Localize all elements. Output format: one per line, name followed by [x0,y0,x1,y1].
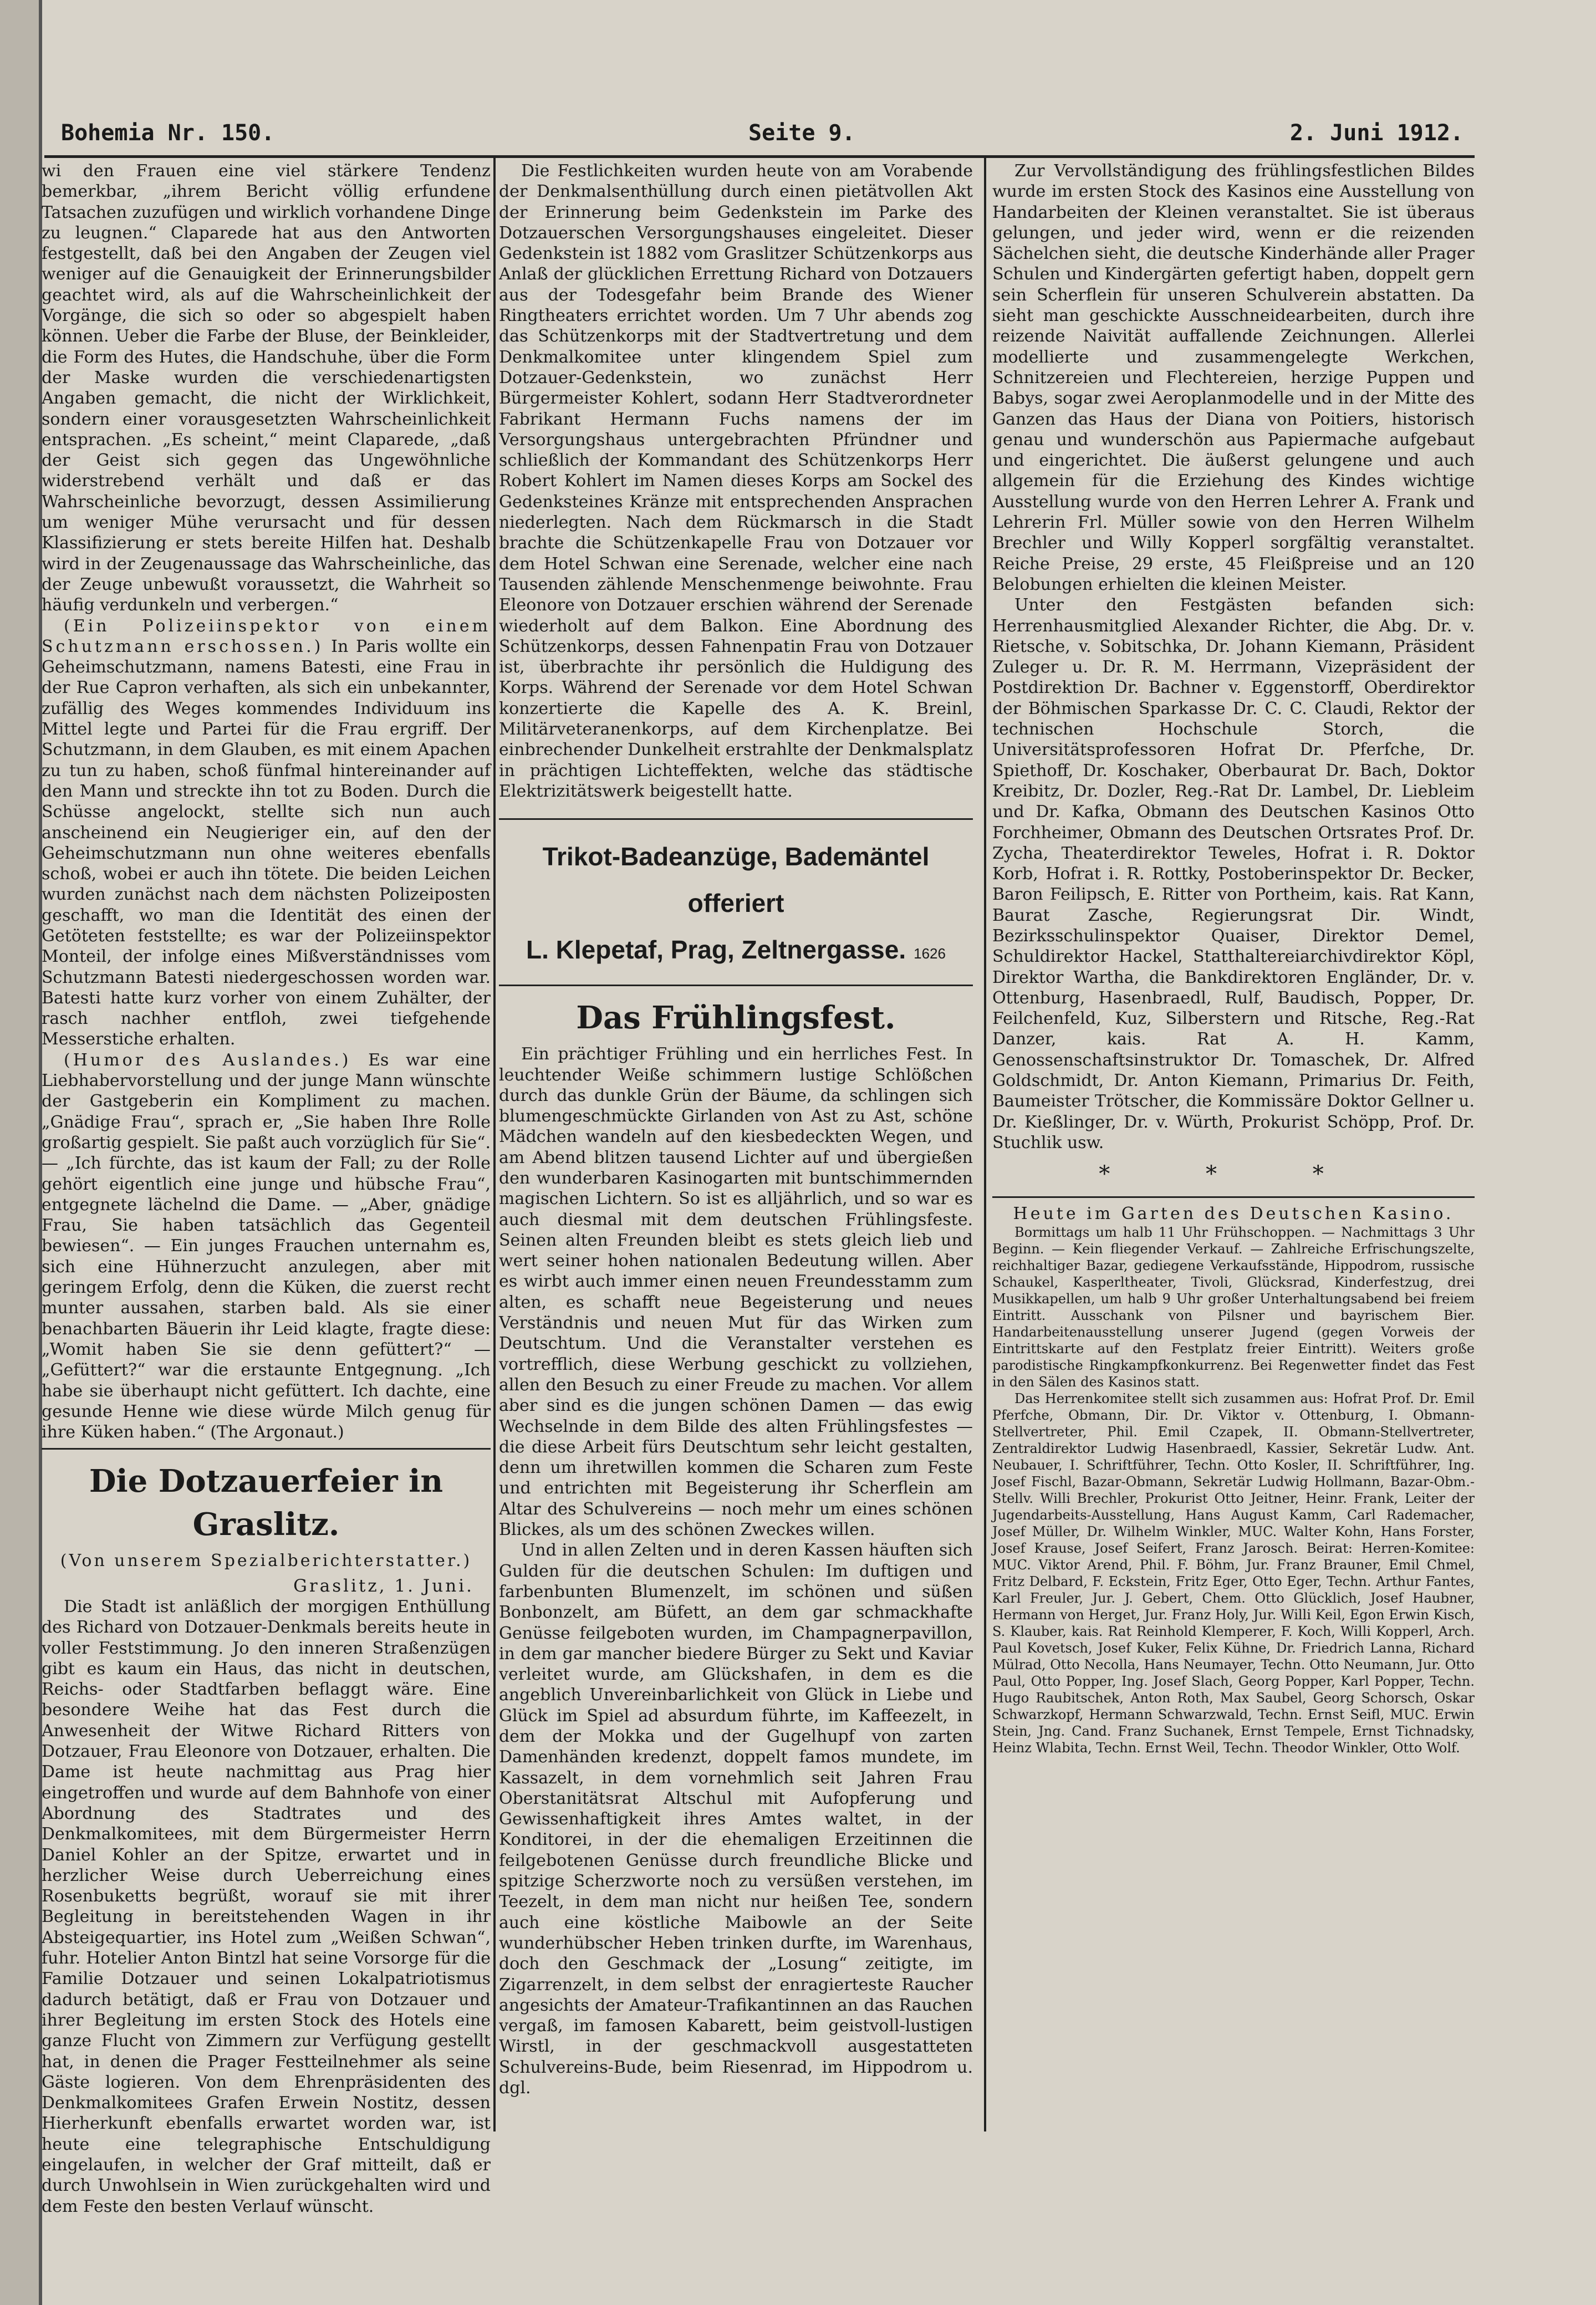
page-number: Seite 9. [748,120,855,146]
paper-title: Bohemia Nr. 150. [61,120,275,146]
advertisement [499,833,973,977]
spring-festival-text-2: Und in allen Zelten und in deren Kassen häuften sich Gulden für die deutschen Schulen: Im duftigen und farbenbunten Blumenzelt, im schönen und süßen Bonbonzelt, am Büfett, an dem gar schmackhafte Genüsse feilgeboten wurden, im Champagnerpavillon, in dem gar mancher biedere Bürger zu Sekt und Kaviar verleitet wurde, am Glückshafen, in dem es die angeblich Unvereinbarlichkeit von Glück in Liebe und Glück im Spiel ad absurdum führte, im Kaffeezelt, in dem der Mokka und der Gugelhupf von zarten Damenhänden kredenzt, doppelt famos mundete, im Kassazelt, in dem vornehmlich seit Jahren Frau Oberstanitätsrat Altschul mit Aufopferung und Gewissenhaftigkeit ihres Amtes waltet, in der Konditorei, in der die ehemaligen Erzeitinnen die feilgebotenen Genüsse durch freundliche Blicke und spitzige Scherzworte noch zu versüßen verstehen, im Teezelt, in dem man nicht nur heißen Tee, sondern auch eine köstliche Maibowle an der Seite wunderhübscher Heben trinken durfte, im Warenhaus, doch den Geschmack der „Losung“ zeitigte, im Zigarrenzelt, in dem selbst der enragierteste Raucher angesichts der Amateur-Trafikantinnen an das Rauchen vergaß, im famosen Kabarett, beim geistvoll-lustigen Wirstl, in der geschmackvoll ausgestatteten Schulvereins-Bude, beim Riesenrad, im Hippodrom u. dgl. [499,1541,973,2098]
graslitz-text: Die Stadt ist anläßlich der morgigen Enthüllung des Richard von Dotzauer-Denkmals bereits heute in voller Feststimmung. Jo den inneren Straßenzügen gibt es kaum ein Haus, das nicht in deutschen, Reichs- oder Stadtfarben beflaggt wäre. Eine besondere Weihe hat das Fest durch die Anwesenheit der Witwe Richard Ritters von Dotzauer, Frau Eleonore von Dotzauer, erhalten. Die Dame ist heute nachmittag aus Prag hier eingetroffen und wurde auf dem Bahnhofe von einer Abordnung des Stadtrates und des Denkmalkomitees, mit dem Bürgermeister Herrn Daniel Kohler an der Spitze, erwartet und in herzlicher Weise durch Ueberreichung eines Rosenbuketts begrüßt, worauf sie mit ihrer Begleitung in bereitstehenden Wagen in ihr Absteigequartier, ins Hotel zum „Weißen Schwan“, fuhr. Hotelier Anton Bintzl hat seine Vorsorge für die Familie Dotzauer und seinen Lokalpatriotismus dadurch betätigt, daß er Frau von Dotzauer und ihrer Begleitung im ersten Stock des Hotels eine ganze Flucht von Zimmern zur Verfügung gestellt hat, in denen die Prager Festteilnehmer als seine Gäste logieren. Von dem Ehrenpräsidenten des Denkmalkomitees Grafen Erwein Nostitz, dessen Hierherkunft ebenfalls erwartet worden war, ist heute eine telegraphische Entschuldigung eingelaufen, in welcher der Graf mitteilt, daß er durch Unwohlsein in Wien zurückgehalten wird und dem Feste den besten Verlauf wünscht. [42,1597,491,2216]
column-rule-2 [984,158,986,2131]
article-divider [42,1448,491,1450]
ad-line-2: L. Klepetaf, Prag, Zeltnergasse. [526,935,906,965]
exhibition-text: Zur Vervollständigung des frühlingsfestlichen Bildes wurde im ersten Stock des Kasinos eine Ausstellung von Handarbeiten der Kleinen veranstaltet. Sie ist überaus gelungen, und jeder wird, wenn er die reizenden Sächelchen sieht, die deutsche Kinderhände aller Prager Schulen und Kindergärten gefertigt haben, doppelt gern sein Scherflein für unseren Schulverein abstatten. Da sieht man geschickte Ausschneidearbeiten, durch ihre reizende Naivität auffallende Zeichnungen. Allerlei modellierte und zusammengelegte Werkchen, Schnitzereien und Flechtereien, herzige Puppen und Babys, sogar zwei Aeroplanmodelle und in der Mitte des Ganzen das Haus der Diana von Poitiers, historisch genau und wunderschön aus Papiermache aufgebaut und eingerichtet. Die äußerst gelungene und auch allgemein für die Erziehung des Kindes wichtige Ausstellung wurde von den Herren Lehrer A. Frank und Lehrerin Frl. Müller sowie von den Herren Wilhelm Brechler und Willy Kopperl sorgfältig veranstaltet. Reiche Preise, 29 erste, 45 Fleißpreise und an 120 Belobungen erhielten die kleinen Meister. [992,161,1475,594]
spring-festival-headline: Das Frühlingsfest. [576,999,896,1037]
notice-rule [992,1196,1475,1198]
notice-heading: Heute im Garten des Deutschen Kasino. [1013,1204,1454,1223]
section-stars: * * * [1099,1161,1368,1187]
committee-text: Das Herrenkomitee stellt sich zusammen aus: Hofrat Prof. Dr. Emil Pferfche, Obmann, Dir. Dr. Viktor v. Ottenburg, I. Obmann-Stellvertreter, Phil. Emil Czapek, II. Obmann-Stellvertreter, Zentraldirektor Ludwig Hasenbraedl, Kassier, Sekretär Ludw. Ant. Neubauer, I. Schriftführer, Techn. Otto Kosler, II. Schriftführer, Ing. Josef Fischl, Bazar-Obmann, Sekretär Ludwig Hollmann, Bazar-Obm.-Stellv. Willi Brechler, Prokurist Otto Jeitner, Heinr. Frank, Leiter der Jugendarbeits-Ausstellung, Hans August Kamm, Carl Rademacher, Josef Müller, Dr. Wilhelm Winkler, MUC. Walter Kohn, Hans Forster, Josef Krause, Josef Seifert, Franz Jarosch. Beirat: Herren-Komitee: MUC. Viktor Arend, Phil. F. Böhm, Jur. Franz Brauner, Emil Chmel, Fritz Delbard, F. Eckstein, Fritz Eger, Otto Eger, Techn. Arthur Fantes, Karl Freuler, Jur. J. Gebert, Chem. Otto Glücklich, Josef Haubner, Hermann von Herget, Jur. Franz Holy, Jur. Willi Keil, Egon Erwin Kisch, S. Klauber, kais. Rat Reinhold Klemperer, F. Koch, Willi Kopperl, Arch. Paul Kovetsch, Josef Kuker, Felix Kühne, Dr. Friedrich Lanna, Richard Mülrad, Otto Necolla, Hans Neumayer, Techn. Otto Neumann, Jur. Otto Paul, Otto Popper, Ing. Josef Slach, Georg Popper, Karl Popper, Techn. Hugo Raubitschek, Anton Roth, Max Saubel, Georg Schorsch, Oskar Schwarzkopf, Hermann Schwarzwald, Techn. Ernst Seifl, MUC. Erwin Stein, Jng. Cand. Franz Suchanek, Ernst Tempele, Ernst Tichnadsky, Heinz Wlabita, Techn. Ernst Weil, Techn. Theodor Winkler, Otto Wolf. [992,1390,1475,1756]
graslitz-headline: Die Dotzauerfeier in Graslitz. [89,1463,443,1543]
guests-text: Unter den Festgästen befanden sich: Herrenhausmitglied Alexander Richter, die Abg. Dr. v. Rietsche, v. Sobitschka, Dr. Johann Kiemann, Präsident Zuleger u. Dr. R. M. Herrmann, Vizepräsident der Postdirektion Dr. Bachner v. Eggenstorff, Oberdirektor der Böhmischen Sparkasse Dr. C. C. Claudi, Rektor der technischen Hochschule Storch, die Universitätsprofessoren Hofrat Dr. Pferfche, Dr. Spiethoff, Dr. Koschaker, Oberbaurat Dr. Bach, Doktor Kreibitz, Dr. Dozler, Reg.-Rat Dr. Lambel, Dr. Liebleim und Dr. Kafka, Obmann des Deutschen Kasinos Otto Forchheimer, Obmann des Deutschen Ortsrates Prof. Dr. Zycha, Theaterdirektor Teweles, Hofrat i. R. Doktor Korb, Hofrat i. R. Rottky, Postoberinspektor Dr. Becker, Baron Feilipsch, E. Ritter von Portheim, kais. Rat Kann, Baurat Zasche, Regierungsrat Dir. Windt, Bezirksschulinspektor Quaiser, Direktor Demel, Schuldirektor Hackel, Statthaltereiarchivdirektor Köpl, Direktor Wartha, die Bankdirektoren Engländer, Dr. v. Ottenburg, Hasenbraedl, Rulf, Baudisch, Popper, Dr. Feilchenfeld, Kuz, Silberstern und Ritsche, Reg.-Rat Danzer, kais. Rat A. H. Kamm, Genossenschaftsinstruktor Dr. Tomaschek, Dr. Alfred Goldschmidt, Dr. Anton Kiemann, Primarius Dr. Feith, Baumeister Trötscher, die Kommissäre Doktor Gellner u. Dr. Kießlinger, Dr. v. Würth, Prokurist Schöpp, Prof. Dr. Stuchlik usw. [992,595,1475,1152]
ceremony-text: Die Festlichkeiten wurden heute von am Vorabende der Denkmalsenthüllung durch einen pietätvollen Akt der Erinnerung beim Gedenkstein im Parke des Dotzauerschen Versorgungshauses eingeleitet. Dieser Gedenkstein ist 1882 vom Graslitzer Schützenkorps aus Anlaß der glücklichen Errettung Richard von Dotzauers aus der Todesgefahr beim Brande des Wiener Ringtheaters errichtet worden. Um 7 Uhr abends zog das Schützenkorps mit der Stadtvertretung und dem Denkmalkomitee unter klingendem Spiel zum Dotzauer-Gedenkstein, wo zunächst Herr Bürgermeister Kohlert, sodann Herr Stadtverordneter Fabrikant Hermann Fuchs namens der im Versorgungshaus untergebrachten Pfründner und schließlich der Kommandant des Schützenkorps Herr Robert Kohlert im Namen dieses Korps am Sockel des Gedenksteines Kränze mit entsprechenden Ansprachen niederlegten. Nach dem Rückmarsch in die Stadt brachte die Schützenkapelle Frau von Dotzauer vor dem Hotel Schwan eine Serenade, welcher eine nach Tausenden zählende Menschenmenge beiwohnte. Frau Eleonore von Dotzauer erschien während der Serenade wiederholt auf dem Balkon. Eine Abordnung des Schützenkorps, dessen Fahnenpatin Frau von Dotzauer ist, überbrachte ihr persönlich die Huldigung des Korps. Während der Serenade vor dem Hotel Schwan konzertierte die Kapelle des A. K. Breinl, Militärveteranenkorps, auf dem Kirchenplatze. Bei einbrechender Dunkelheit erstrahlte der Denkmalsplatz in prächtigen Lichteffekten, welche das städtische Elektrizitätswerk beigestellt hatte. [499,161,973,801]
notice-text: Bormittags um halb 11 Uhr Frühschoppen. — Nachmittags 3 Uhr Beginn. — Kein fliegender Verkauf. — Zahlreiche Erfrischungszelte, reichhaltiger Bazar, gediegene Verkaufsstände, Hippodrom, russische Schaukel, Kasperltheater, Tivoli, Glücksrad, Kinderfestzug, drei Musikkapellen, um halb 9 Uhr großer Unterhaltungsabend bei freiem Eintritt. Ausschank von Pilsner und bayrischem Bier. Handarbeitenausstellung unserer Jugend (gegen Vorweis der Eintrittskarte auf den Festplatz freier Eintritt). Weiters große parodistische Ringkampfkonkurrenz. Bei Regenwetter findet das Fest in den Sälen des Kasinos statt. [992,1224,1475,1390]
humor-heading: (Humor des Auslandes.) [64,1050,351,1070]
ad-number: 1626 [914,945,946,962]
column-middle [499,161,973,2134]
graslitz-subhead: (Von unserem Spezialberichterstatter.) [60,1551,472,1571]
issue-date: 2. Juni 1912. [1289,120,1464,146]
graslitz-dateline: Graslitz, 1. Juni. [293,1575,474,1596]
page-header [61,114,1464,158]
column-left [42,161,491,2216]
humor-text: Es war eine Liebhabervorstellung und der junge Mann wünschte der Gastgeberin ein Kompliment zu machen. „Gnädige Frau“, sprach er, „Sie haben Ihre Rolle großartig gespielt. Sie paßt auch vorzüglich für Sie“. — „Ich fürchte, das ist kaum der Fall; zu der Rolle gehört eigentlich eine junge und hübsche Frau“, entgegnete lächelnd die Dame. — „Aber, gnädige Frau, Sie haben tatsächlich das Gegenteil bewiesen“. — Ein junges Frauchen unternahm es, sich eine Hühnerzucht anzulegen, aber mit geringem Erfolg, denn die Küken, die zuerst recht munter aussahen, starben bald. Als sie einer benachbarten Bäuerin ihr Leid klagte, fragte diese: „Womit haben Sie sie denn gefüttert?“ — „Gefüttert?“ war die erstaunte Entgegnung. „Ich habe sie überhaupt nicht gefüttert. Ich dachte, eine gesunde Henne wie diese würde Milch genug für ihre Küken haben.“ (The Argonaut.) [42,1050,491,1442]
article-witness-text: wi den Frauen eine viel stärkere Tendenz bemerkbar, „ihrem Bericht völlig erfundene Tatsachen zuzufügen und wirklich vorhandene Dinge zu leugnen.“ Claparede hat aus den Antworten festgestellt, daß bei den Angaben der Zeugen viel weniger auf die Genauigkeit der Erinnerungsbilder geachtet wird, als auf die Wahrscheinlichkeit der Vorgänge, die sich so oder so abgespielt haben können. Ueber die Farbe der Bluse, der Beinkleider, die Form des Hutes, die Handschuhe, über die Form der Maske wurden die verschiedenartigsten Angaben gemacht, die nicht der Wirklichkeit, sondern einer vorausgesetzten Wahrscheinlichkeit entsprachen. „Es scheint,“ meint Claparede, „daß der Geist sich gegen das Ungewöhnliche widerstrebend verhält und daß er das Wahrscheinliche bevorzugt, dessen Assimilierung um weniger Mühe verursacht und für dessen Klassifizierung er stets bereite Hilfen hat. Deshalb wird in der Zeugenaussage das Wahrscheinliche, das der Zeuge unbewußt voraussetzt, die Wahrheit so häufig verdunkeln und verbergen.“ [42,161,491,615]
ad-top-rule [499,818,973,820]
police-story-text: In Paris wollte ein Geheimschutzmann, namens Batesti, eine Frau in der Rue Capron verhaften, als sich ein unbekannter, zufällig des Weges kommendes Individuum ins Mittel legte und Partei für die Frau ergriff. Der Schutzmann, in dem Glauben, es mit einem Apachen zu tun zu haben, schoß fünfmal hintereinander auf den Mann und streckte ihn tot zu Boden. Durch die Schüsse angelockt, stellte sich nun auch anscheinend ein Neugieriger ein, auf den der Geheimschutzmann nun ohne weiteres ebenfalls schoß, wobei er auch ihn tötete. Die beiden Leichen wurden zunächst nach dem nächsten Polizeiposten geschafft, wo man die Identität des einen der Getöteten feststellte; es war der Polizeiinspektor Monteil, der infolge eines Mißverständnisses vom Schutzmann Batesti niedergeschossen worden war. Batesti hatte kurz vorher von einem Zuhälter, der rasch nachher entfloh, zwei tiefgehende Messerstiche erhalten. [42,636,491,1049]
police-story-heading: (Ein Polizeiinspektor von einem Schutzmann erschossen.) [42,616,491,656]
ad-line-1: Trikot-Badeanzüge, Bademäntel offeriert [542,842,930,918]
binding-gutter [0,0,42,2305]
column-right [992,161,1475,2134]
spring-festival-text-1: Ein prächtiger Frühling und ein herrliches Fest. In leuchtender Weiße schimmern lustige Schlößchen durch das dunkle Grün der Bäume, da schlingen sich blumengeschmückte Girlanden von Ast zu Ast, schöne Mädchen wandeln auf den kiesbedeckten Wegen, und am Abend blitzen tausend Lichter auf und übergießen den wunderbaren Kasinogarten mit buntschimmernden magischen Lichtern. So ist es alljährlich, und so war es auch diesmal mit dem deutschen Frühlingsfeste. Seinen alten Freunden bleibt es stets gleich lieb und wert seiner hohen nationalen Bedeutung willen. Aber es wirbt auch immer einen neuen Freundesstamm zum alten, es schafft neue Begeisterung und neues Verständnis und neuen Mut für das Wirken zum Deutschtum. Und die Veranstalter verstehen es vortrefflich, diese Werbung geschickt zu vollziehen, allen den Besuch zu einer Freude zu machen. Vor allem aber sind es die jungen schönen Damen — das ewig Wechselnde in dem Bilde des alten Frühlingsfestes — die diese Arbeit fürs Deutschtum sehr leicht gestalten, denn um ihretwillen kommen die Scharen zum Feste und entrichten mit Begeisterung ihr Scherflein am Altar des Schulvereins — noch mehr um eines schönen Blickes, als um des schönen Zweckes willen. [499,1044,973,1540]
column-rule-1 [493,158,496,2131]
header-rule [44,155,1475,158]
ad-bottom-rule [499,985,973,986]
